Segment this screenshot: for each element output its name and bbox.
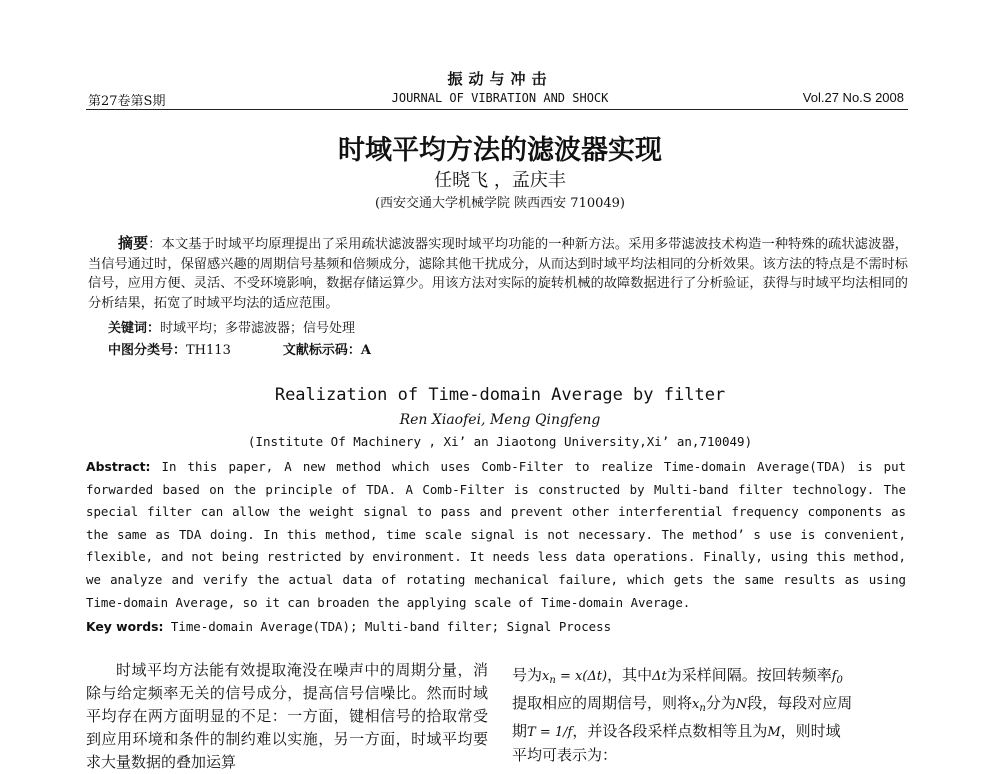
doc-code-label: 文献标示码：: [282, 343, 361, 358]
keywords-cn-text: 时域平均；多带滤波器；信号处理: [160, 321, 356, 336]
body-right-line-1: 号为$x_n = x(\Delta t)$，其中Δt为采样间隔。按回转频率$f_0$: [512, 666, 843, 686]
keywords-cn-label: 关键词：: [108, 321, 161, 336]
body-right-line-3: 期T = 1/f，并设各段采样点数相等且为M，则时域: [512, 722, 841, 740]
body-column-right: [512, 664, 908, 767]
keywords-en-label: Key words:: [86, 619, 164, 634]
journal-name-en: JOURNAL OF VIBRATION AND SHOCK: [391, 91, 609, 105]
abstract-cn-text: ：本文基于时域平均原理提出了采用疏状滤波器实现时域平均功能的一种新方法。采用多带滤波技术构造一种特殊的疏状滤波器，当信号通过时，保留感兴趣的周期信号基频和倍频成分，滤除其他干扰成分，从而达到时域平均法相同的分析效果。该方法的特点是不需时标信号，应用方便、灵活、不受环境影响，数据存储运算少。用该方法对实际的旋转机械的故障数据进行了分析验证，获得与时域平均法相同的分析结果，拓宽了时域平均法的适应范围。: [88, 237, 908, 311]
issue-number: 第27卷第S期: [88, 94, 166, 109]
classification-cn: [108, 339, 371, 358]
abstract-en-text: In this paper, A new method which uses Comb-Filter to realize Time-domain Average(TDA) is put forwarded based on the principle of TDA. A Comb-Filter is constructed by Multi-band filter technology. The special filter can allow the weight signal to pass and prevent other interferential frequency components as the same as TDA doing. In this method, time scale signal is not necessary. The method’ s use is convenient, flexible, and not being restricted by environment. It needs less data operations. Finally, using this method, we analyze and verify the actual data of rotating mechanical failure, which gets the same results as using Time-domain Average, so it can broaden the applying scale of Time-domain Average.: [86, 459, 906, 610]
doc-code-value: A: [360, 343, 371, 358]
abstract-cn: [88, 234, 908, 313]
paper-title-en: Realization of Time-domain Average by filter: [274, 385, 726, 405]
clc-label: 中图分类号：: [108, 343, 187, 358]
affiliation-cn: (西安交通大学机械学院 陕西西安 710049): [374, 196, 626, 211]
affiliation-en: (Institute Of Machinery , Xi’ an Jiaotong University,Xi’ an,710049): [247, 434, 753, 449]
abstract-en: [86, 456, 906, 614]
math-xn: $x_n = x(\Delta t)$: [542, 669, 608, 686]
keywords-en-text: Time-domain Average(TDA); Multi-band filter; Signal Process: [163, 619, 612, 634]
math-delta-t: Δt: [652, 669, 667, 684]
paper-title-cn: 时域平均方法的滤波器实现: [338, 135, 662, 166]
math-xn-2: $x_n$: [692, 697, 706, 714]
keywords-cn: [108, 317, 355, 336]
journal-name-cn: 振动与冲击: [447, 70, 553, 88]
body-right-line-4: 平均可表示为：: [512, 746, 618, 764]
authors-cn: 任晓飞 ，孟庆丰: [434, 170, 566, 191]
header-rule: [86, 109, 908, 110]
body-right-line-2: 提取相应的周期信号，则将$x_n$分为N段，每段对应周: [512, 694, 853, 714]
volume-info: Vol.27 No.S 2008: [802, 90, 904, 105]
keywords-en: [86, 619, 611, 634]
body-column-left: [86, 659, 488, 774]
authors-en: Ren Xiaofei, Meng Qingfeng: [399, 412, 601, 428]
math-M: M: [767, 725, 781, 740]
math-period: T = 1/f: [527, 725, 573, 740]
body-left-paragraph: 时域平均方法能有效提取淹没在噪声中的周期分量，消除与给定频率无关的信号成分，提高信号信噪比。然而时域平均存在两方面明显的不足：一方面，键相信号的拾取常受到应用环境和条件的制约难以实施，另一方面，时域平均要求大量数据的叠加运算: [86, 661, 488, 771]
math-f0: $f_0$: [831, 669, 843, 686]
abstract-cn-label: 摘要: [118, 234, 149, 252]
clc-value: TH113: [186, 343, 231, 358]
math-N: N: [735, 697, 748, 712]
abstract-en-label: Abstract:: [86, 459, 151, 474]
